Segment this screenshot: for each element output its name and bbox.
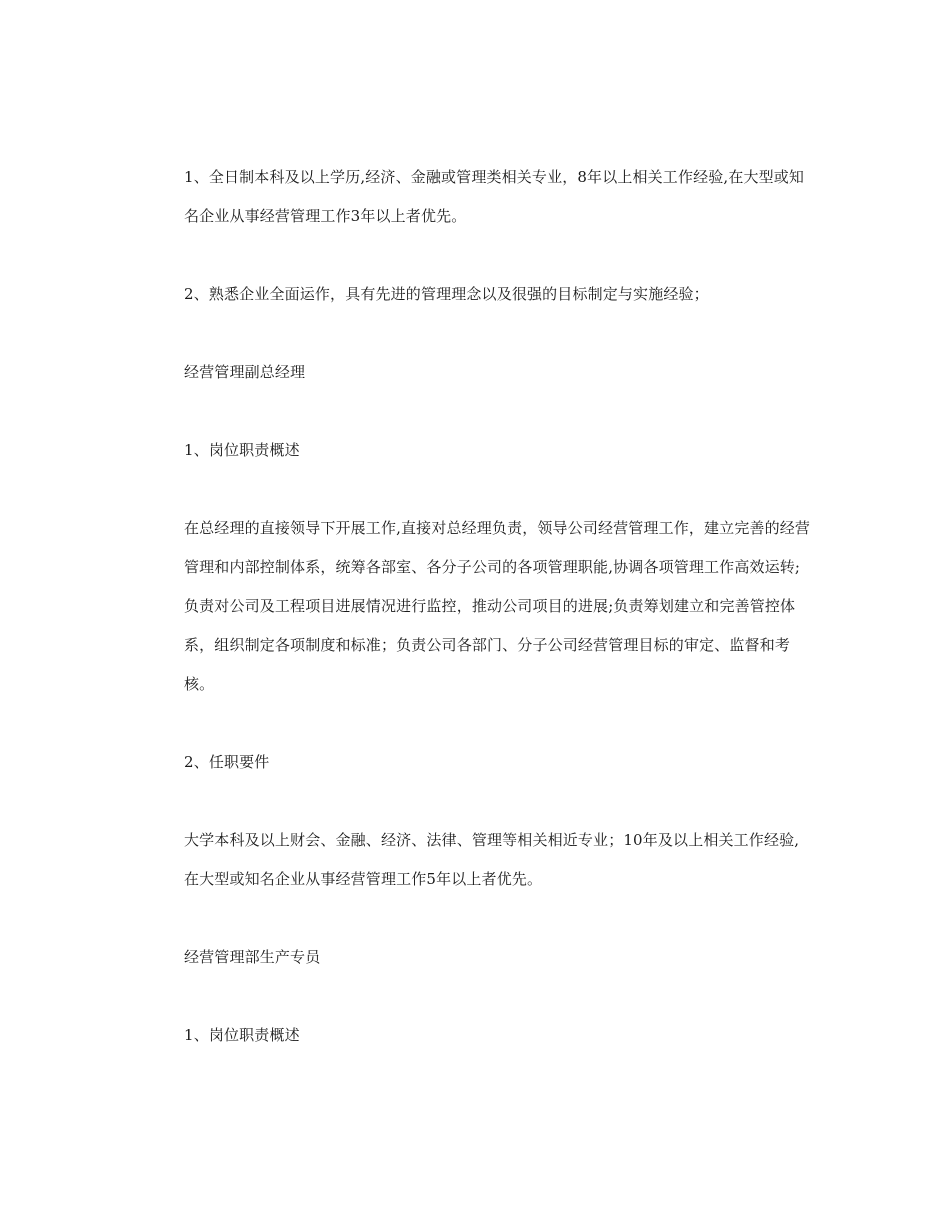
section-heading-deputy-gm: 经营管理副总经理 [184,363,306,381]
document-body [184,158,814,1055]
paragraph-spacer [184,977,814,1016]
paragraph-qualification-1: 1、全日制本科及以上学历,经济、金融或管理类相关专业，8年以上相关工作经验,在大型或知名企业从事经营管理工作3年以上者优先。 [184,168,805,225]
paragraph-requirements: 大学本科及以上财会、金融、经济、法律、管理等相关相近专业；10年及以上相关工作经验,在大型或知名企业从事经营管理工作5年以上者优先。 [184,831,800,888]
paragraph-spacer [184,899,814,938]
paragraph-spacer [184,236,814,275]
paragraph-spacer [184,782,814,821]
paragraph-spacer [184,704,814,743]
subheading-requirements: 2、任职要件 [184,753,270,771]
section-heading-production-specialist: 经营管理部生产专员 [184,948,321,966]
paragraph-duties-description: 在总经理的直接领导下开展工作,直接对总经理负责，领导公司经营管理工作，建立完善的经营管理和内部控制体系，统筹各部室、各分子公司的各项管理职能,协调各项管理工作高效运转;负责对公司及工程项目进展情况进行监控，推动公司项目的进展;负责筹划建立和完善管控体系，组织制定各项制度和标准；负责公司各部门、分子公司经营管理目标的审定、监督和考核。 [184,519,811,693]
subheading-duties: 1、岗位职责概述 [184,441,300,459]
paragraph-spacer [184,470,814,509]
paragraph-qualification-2: 2、熟悉企业全面运作，具有先进的管理理念以及很强的目标制定与实施经验； [184,285,709,303]
paragraph-spacer [184,314,814,353]
paragraph-spacer [184,392,814,431]
subheading-duties-2: 1、岗位职责概述 [184,1026,300,1044]
